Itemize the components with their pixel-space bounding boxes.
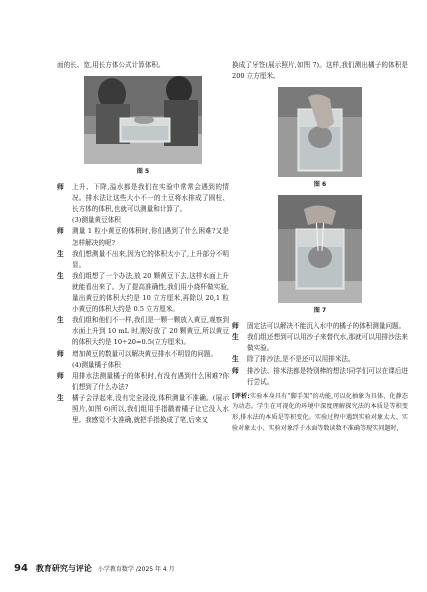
dialogue-text: 我们组和他们不一样,我们是一颗一颗放入黄豆,观察到水面上升到 10 mL 时,刚好放了 20 颗黄豆,所以黄豆的体积大约是 10÷20=0.5(立方厘米)。 <box>72 316 229 347</box>
journal-title: 教育研究与评论 <box>35 564 92 573</box>
figure-5-image <box>84 76 202 164</box>
dialogue-text: 固定法可以解决不能沉入水中的橘子的体积测量问题。 <box>247 322 406 331</box>
dialogue-text: 我们组还想到可以用沙子来替代水,那就可以用排沙法来做实验。 <box>247 333 408 353</box>
figure-7-photo <box>278 195 362 303</box>
dialogue-text: 排沙法、排米法都是特别棒的想法!同学们可以在课后进行尝试。 <box>247 366 408 386</box>
figure-6-photo <box>278 87 362 177</box>
dialogue-turn <box>57 249 229 271</box>
left-intro-text: 面的长、宽,用长方体公式计算体积。 <box>57 61 165 69</box>
speaker-label: 师 <box>232 322 239 331</box>
speaker-label: 生 <box>232 333 239 342</box>
dialogue-turn <box>57 349 229 360</box>
speaker-label: 师 <box>232 366 239 375</box>
figure-5-photo <box>84 76 202 164</box>
speaker-label: 师 <box>57 183 64 192</box>
right-column <box>232 60 408 434</box>
dialogue-text: 我们组想了一个办法,放 20 颗黄豆下去,这样水面上升就能看出来了。为了提高准确性,我们用小烧杯做实验,量出黄豆的体积大约是 10 立方厘米,再除以 20,1 粒小黄豆的体积大约是 0.5 立方厘米。 <box>72 271 229 314</box>
dialogue-text: 除了排沙法,是不是还可以用排米法。 <box>247 355 355 364</box>
figure-6-caption: 图 6 <box>313 181 327 189</box>
dialogue-turn <box>57 226 229 248</box>
figure-6-image <box>278 87 362 177</box>
speaker-label: 生 <box>57 249 64 258</box>
page-footer <box>14 563 175 574</box>
figure-7-caption: 图 7 <box>313 307 327 315</box>
dialogue-turn <box>232 354 408 365</box>
dialogue-text: 增加黄豆的数量可以解决黄豆排水不明显的问题。 <box>72 349 218 358</box>
speaker-label: 生 <box>57 316 64 325</box>
speaker-label: 师 <box>57 349 64 358</box>
dialogue-text: 用排水法测量橘子的体积时,有没有遇到什么困难?你们想到了什么办法? <box>72 371 229 391</box>
section-heading-3: (3)测量黄豆体积 <box>72 216 121 225</box>
dialogue-turn <box>57 182 229 215</box>
journal-issue: 小学教育数学 /2025 年 4 月 <box>97 566 175 573</box>
review-label: [评析: <box>232 392 250 400</box>
dialogue-turn <box>57 371 229 393</box>
right-continuation-text: 换成了牙签(展示照片,如图 7)。这样,我们测出橘子的体积是 200 立方厘米。 <box>232 61 408 81</box>
dialogue-text: 我们想测量不出来,因为它的体积太小了,上升部分不明显。 <box>72 249 229 269</box>
figure-5-caption: 图 5 <box>136 168 150 176</box>
left-column <box>57 60 229 426</box>
dialogue-turn <box>232 366 408 388</box>
dialogue-turn <box>232 332 408 354</box>
dialogue-text: 测量 1 粒小黄豆的体积时,你们遇到了什么困难?又是怎样解决的呢? <box>72 227 229 247</box>
speaker-label: 生 <box>57 393 64 402</box>
section-heading-4: (4)测量橘子体积 <box>72 360 121 369</box>
speaker-label: 生 <box>232 355 239 364</box>
speaker-label: 师 <box>57 371 64 380</box>
dialogue-text: 上升、下降,溢水都是我们在实验中常常会遇到的情况。排水法让这些大小不一的土豆将水排成了圆柱、长方体的体积,也就可以测量和计算了。 <box>72 183 229 214</box>
figure-7-image <box>278 195 362 303</box>
speaker-label: 师 <box>57 227 64 236</box>
speaker-label: 生 <box>57 271 64 280</box>
dialogue-turn <box>232 321 408 332</box>
review-text: 实验本身具有“脚手架”的功能,可以化抽象为具体、化静态为动态。学生在可视化的环境中深度理解探究法的本质是等积变形,排水法的本质是等积变化。实验过程中遇到实验对象太大、实验对象太小、实验对象浮于水面等数读数不准确等现实问题时, <box>232 392 408 432</box>
dialogue-turn <box>57 271 229 315</box>
page-number: 94 <box>14 563 28 574</box>
review-paragraph <box>232 392 408 434</box>
dialogue-text: 橘子会浮起来,没有完全浸没,体积测量不准确。(展示照片,如图 6)所以,我们组用手指戳着橘子让它没入水里。我感觉不太准确,就把手指换成了笔,后来又 <box>72 393 229 425</box>
dialogue-turn <box>57 393 229 426</box>
dialogue-turn <box>57 315 229 348</box>
